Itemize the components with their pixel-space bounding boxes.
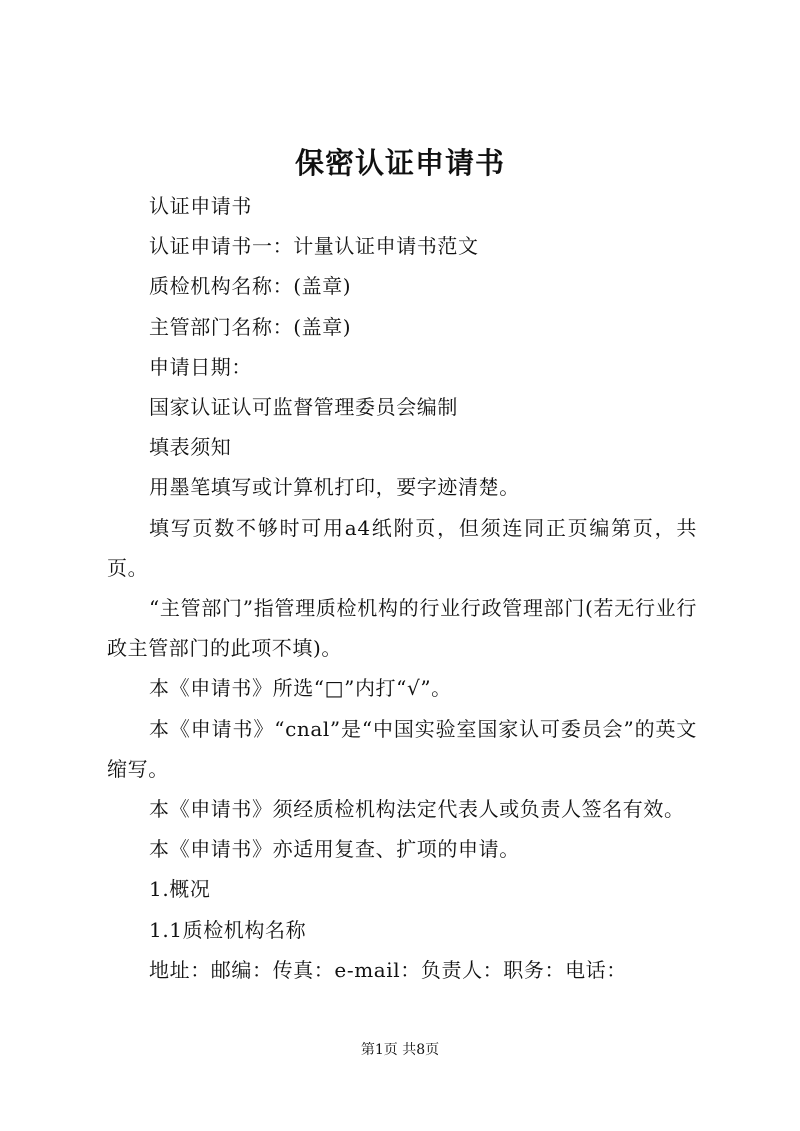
paragraph: 本《申请书》“cnal”是“中国实验室国家认可委员会”的英文缩写。 — [107, 716, 697, 781]
paragraph: 用墨笔填写或计算机打印，要字迹清楚。 — [149, 475, 520, 500]
paragraph: 1.概况 — [149, 877, 211, 902]
paragraph: 填表须知 — [149, 435, 232, 460]
document-title: 保密认证申请书 — [294, 146, 505, 180]
page-number-footer: 第1页 共8页 — [360, 1042, 440, 1058]
paragraph: “主管部门”指管理质检机构的行业行政管理部门(若无行业行政主管部门的此项不填)。 — [107, 596, 697, 661]
paragraph: 填写页数不够时可用a4纸附页，但须连同正页编第页，共页。 — [107, 515, 697, 580]
document-body — [107, 186, 697, 990]
paragraph: 地址：邮编：传真：e-mail：负责人：职务：电话： — [149, 957, 627, 982]
paragraph: 质检机构名称：(盖章) — [149, 274, 352, 299]
paragraph: 国家认证认可监督管理委员会编制 — [149, 395, 458, 420]
paragraph: 主管部门名称：(盖章) — [149, 314, 352, 339]
paragraph: 认证申请书一：计量认证申请书范文 — [149, 234, 479, 259]
paragraph: 认证申请书 — [149, 194, 252, 218]
paragraph: 1.1质检机构名称 — [149, 917, 307, 942]
paragraph: 本《申请书》亦适用复查、扩项的申请。 — [149, 837, 520, 862]
paragraph: 本《申请书》须经质检机构法定代表人或负责人签名有效。 — [149, 797, 685, 822]
paragraph: 申请日期： — [149, 354, 252, 379]
paragraph: 本《申请书》所选“□”内打“√”。 — [149, 676, 452, 701]
